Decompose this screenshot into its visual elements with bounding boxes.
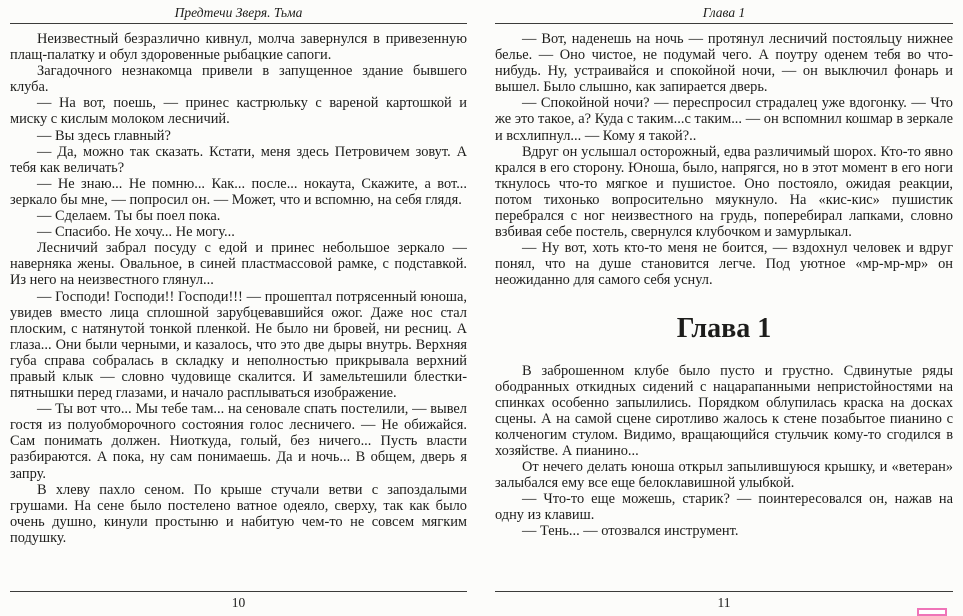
paragraph: — Тень... — отозвался инструмент. <box>522 523 739 540</box>
left-page[interactable] <box>0 0 481 616</box>
paragraph: Вдруг он услышал осторожный, едва различимый шорох. Кто-то явно крался в его сторону. Юноша, было, напрягся, но в этот момент в его ноги ткнулось что-то мягкое и пушистое. Оно постояло, ожидая реакции, потом тихонько вопросительно мяукнуло. На «кис-кис» пушистик перебрался с ног неизвестного на грудь, поперебирал лапками, словно взбивая себе постель, свернулся клубочком и замурлыкал. <box>495 143 953 241</box>
paragraph: Загадочного незнакомца привели в запущенное здание бывшего клуба. <box>10 63 467 96</box>
paragraph: — На вот, поешь, — принес кастрюльку с вареной картошкой и миску с кислым молоком лесничий. <box>10 95 467 128</box>
paragraph: От нечего делать юноша открыл запылившуюся крышку, и «ветеран» залыбался ему все еще белоклавишной улыбкой. <box>495 459 953 492</box>
left-page-body <box>10 31 467 588</box>
paragraph: — Не знаю... Не помню... Как... после... нокаута, Скажите, а вот... зеркало бы мне, — попросил он. — Может, что и вспомню, на себя глядя. <box>10 175 467 208</box>
right-page-text-after <box>495 363 953 540</box>
paragraph: — Спасибо. Не хочу... Не могу... <box>37 224 235 241</box>
chapter-title: Глава 1 <box>676 312 772 344</box>
paragraph: — Вот, наденешь на ночь — протянул лесничий постояльцу нижнее белье. — Оно чистое, не подумай чего. А поутру оденем тебя во что-нибудь. Ну, устраивайся и спокойной ночи, — он выключил фонарь и вышел. Было слышно, как запирается дверь. <box>495 31 953 96</box>
paragraph: — Что-то еще можешь, старик? — поинтересовался он, нажав на одну из клавиш. <box>495 491 953 524</box>
paragraph: В хлеву пахло сеном. По крыше стучали ветви с запоздалыми грушами. На сене было постелено ватное одеяло, сверху, так как было очень душно, кинули простыню и набитую чем-то не совсем мягким подушку. <box>10 481 467 546</box>
right-page-text-before <box>495 31 953 289</box>
right-page[interactable] <box>481 0 963 616</box>
left-page-header: Предтечи Зверя. Тьма <box>174 5 303 20</box>
paragraph: — Господи! Господи!! Господи!!! — прошептал потрясенный юноша, увидев вместо лица сплошной зарубцевавшийся ожог. Даже нос стал плоским, с натянутой тонкой пленкой. Не было ни бровей, ни ресниц. А глаза... Они были черными, и казалось, что это две дыры внутрь. Верхняя губа справа собралась в складку и неполностью прикрывала верхний правый клык — словно чудовище скалится. И замельтешили блестки-пятнышки перед глазами, и начало расплываться изображение. <box>10 288 467 402</box>
paragraph: — Вы здесь главный? <box>37 127 171 144</box>
paragraph: Лесничий забрал посуду с едой и принес небольшое зеркало — наверняка жены. Овальное, в синей пластмассовой рамке, с подставкой. Из него на неизвестного глянул... <box>10 240 467 289</box>
left-header-rule <box>10 23 467 24</box>
paragraph: — Да, можно так сказать. Кстати, меня здесь Петровичем зовут. А тебя как величать? <box>10 143 467 176</box>
corner-marker <box>917 608 947 616</box>
paragraph: — Спокойной ночи? — переспросил страдалец уже вдогонку. — Что же это такое, а? Куда с таким...с таким... — он вспомнил кошмар в зеркале и всхлипнул... — Кому я такой?.. <box>495 95 953 144</box>
paragraph: — Ну вот, хоть кто-то меня не боится, — вздохнул человек и вдруг понял, что на душе становится легче. Под уютное «мр-мр-мр» он неожиданно для самого себя уснул. <box>495 240 953 289</box>
right-page-header: Глава 1 <box>702 5 746 20</box>
right-page-body <box>495 31 953 588</box>
right-page-number: 11 <box>717 595 731 610</box>
paragraph: — Сделаем. Ты бы поел пока. <box>37 208 221 225</box>
left-page-number: 10 <box>231 595 246 610</box>
paragraph: Неизвестный безразлично кивнул, молча завернулся в привезенную плащ-палатку и обул здоровенные рыбацкие сапоги. <box>10 31 467 64</box>
paragraph: В заброшенном клубе было пусто и грустно. Сдвинутые ряды ободранных откидных сидений с нацарапанными непристойностями на спинках особенно запылились. Порядком облупилась краска на досках сцены. А на самой сцене сиротливо жалось к стене позабытое пианино с колченогим стулом. Видимо, вращающийся стульчик кому-то сгодился в хозяйстве. А пианино... <box>495 362 953 459</box>
right-header-rule <box>495 23 953 24</box>
paragraph: — Ты вот что... Мы тебе там... на сеновале спать постелили, — вывел гостя из полуобморочного состояния голос лесничего. — Не обижайся. Сам понимать должен. Ниоткуда, голый, без ничего... Пусть власти разбираются. А пока, ну сам понимаешь. Да и ночь... В общем, дверь я запру. <box>10 401 467 482</box>
